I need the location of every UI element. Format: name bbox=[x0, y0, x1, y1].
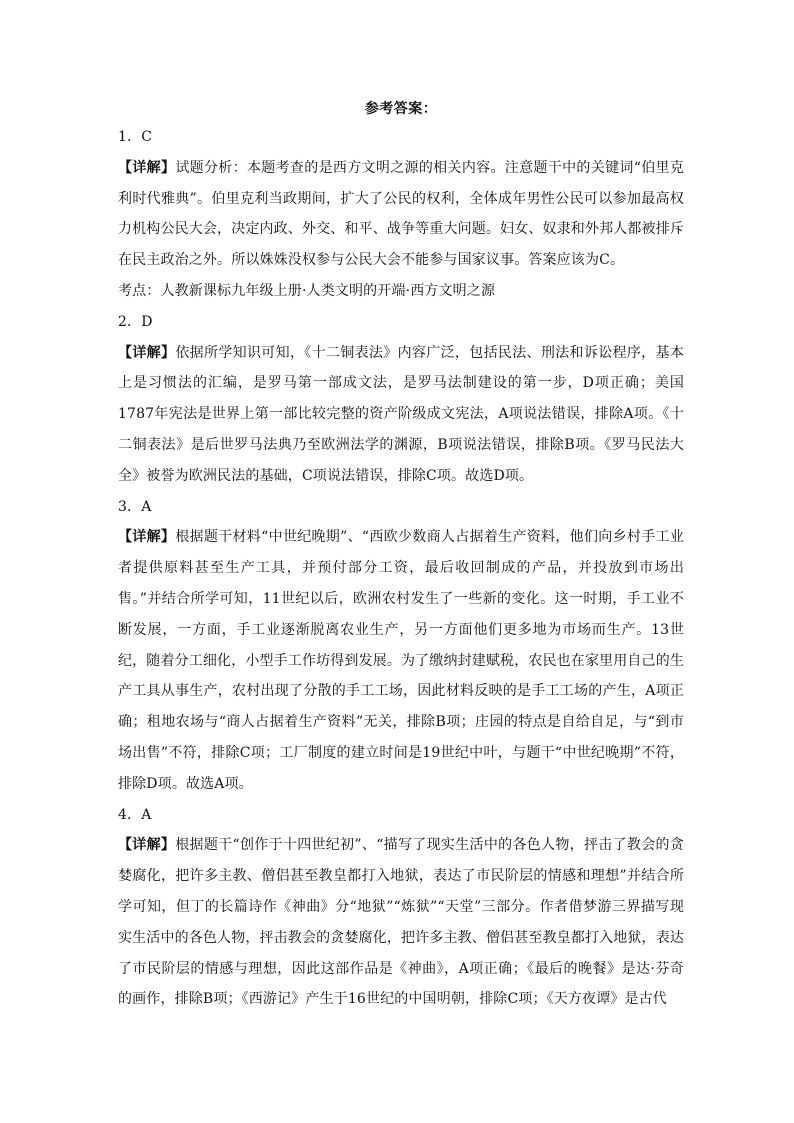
question-3-text: 根据题干材料“中世纪晚期”、“西欧少数商人占据着生产资料，他们向乡村手工业者提供原料甚至生产工具，并预付部分工资，最后收回制成的产品，并投放到市场出售。”并结合所学可知，11世纪以后，欧洲农村发生了一些新的变化。这一时期，手工业不断发展，一方面，手工业逐渐脱离农业生产，另一方面他们更多地为市场而生产。13世纪，随着分工细化，小型手工作坊得到发展。为了缴纳封建赋税，农民也在家里用自己的生产工具从事生产，农村出现了分散的手工工场，因此材料反映的是手工工场的产生，A项正确；租地农场与“商人占据着生产资料”无关，排除B项；庄园的特点是自给自足，与“到市场出售”不符，排除C项；工厂制度的建立时间是19世纪中叶，与题干“中世纪晚期”不符，排除D项。故选A项。 bbox=[118, 529, 684, 792]
question-3-label: 【详解】 bbox=[118, 529, 176, 546]
question-2-number: 2．D bbox=[118, 313, 153, 330]
question-2-explanation bbox=[118, 338, 684, 492]
question-2-text: 依据所学知识可知，《十二铜表法》内容广泛，包括民法、刑法和诉讼程序，基本上是习惯法的汇编，是罗马第一部成文法，是罗马法制建设的第一步，D项正确；美国1787年宪法是世界上第一部比较完整的资产阶级成文宪法，A项说法错误，排除A项。《十二铜表法》是后世罗马法典乃至欧洲法学的渊源，B项说法错误，排除B项。《罗马民法大全》被誉为欧洲民法的基础，C项说法错误，排除C项。故选D项。 bbox=[118, 344, 684, 484]
question-4-number: 4．A bbox=[118, 806, 152, 823]
question-1-explanation bbox=[118, 153, 684, 276]
page-title: 参考答案： bbox=[364, 101, 438, 117]
question-3-number: 3．A bbox=[118, 498, 152, 515]
question-3-explanation bbox=[118, 522, 684, 799]
question-2-label: 【详解】 bbox=[118, 344, 176, 361]
question-1-text: 试题分析：本题考查的是西方文明之源的相关内容。注意题干中的关键词“伯里克利时代雅典”。伯里克利当政期间，扩大了公民的权利，全体成年男性公民可以参加最高权力机构公民大会，决定内政、外交、和平、战争等重大问题。妇女、奴隶和外邦人都被排斥在民主政治之外。所以姝姝没权参与公民大会不能参与国家议事。答案应该为C。 bbox=[118, 159, 684, 269]
question-1-number: 1．C bbox=[118, 129, 153, 145]
question-1-label: 【详解】 bbox=[118, 159, 176, 176]
question-4-text: 根据题干“创作于十四世纪初”、“描写了现实生活中的各色人物，抨击了教会的贪婪腐化，把许多主教、僧侣甚至教皇都打入地狱，表达了市民阶层的情感和理想”并结合所学可知，但丁的长篇诗作《神曲》分“地狱”“炼狱”“天堂”三部分。作者借梦游三界描写现实生活中的各色人物，抨击教会的贪婪腐化，把许多主教、僧侣甚至教皇都打入地狱，表达了市民阶层的情感与理想，因此这部作品是《神曲》，A项正确；《最后的晚餐》是达·芬奇的画作，排除B项；《西游记》产生于16世纪的中国明朝，排除C项；《天方夜谭》是古代 bbox=[118, 837, 684, 1008]
question-1-note: 考点：人教新课标九年级上册·人类文明的开端·西方文明之源 bbox=[118, 282, 496, 299]
question-4-label: 【详解】 bbox=[118, 837, 176, 854]
question-4-explanation bbox=[118, 830, 684, 1015]
